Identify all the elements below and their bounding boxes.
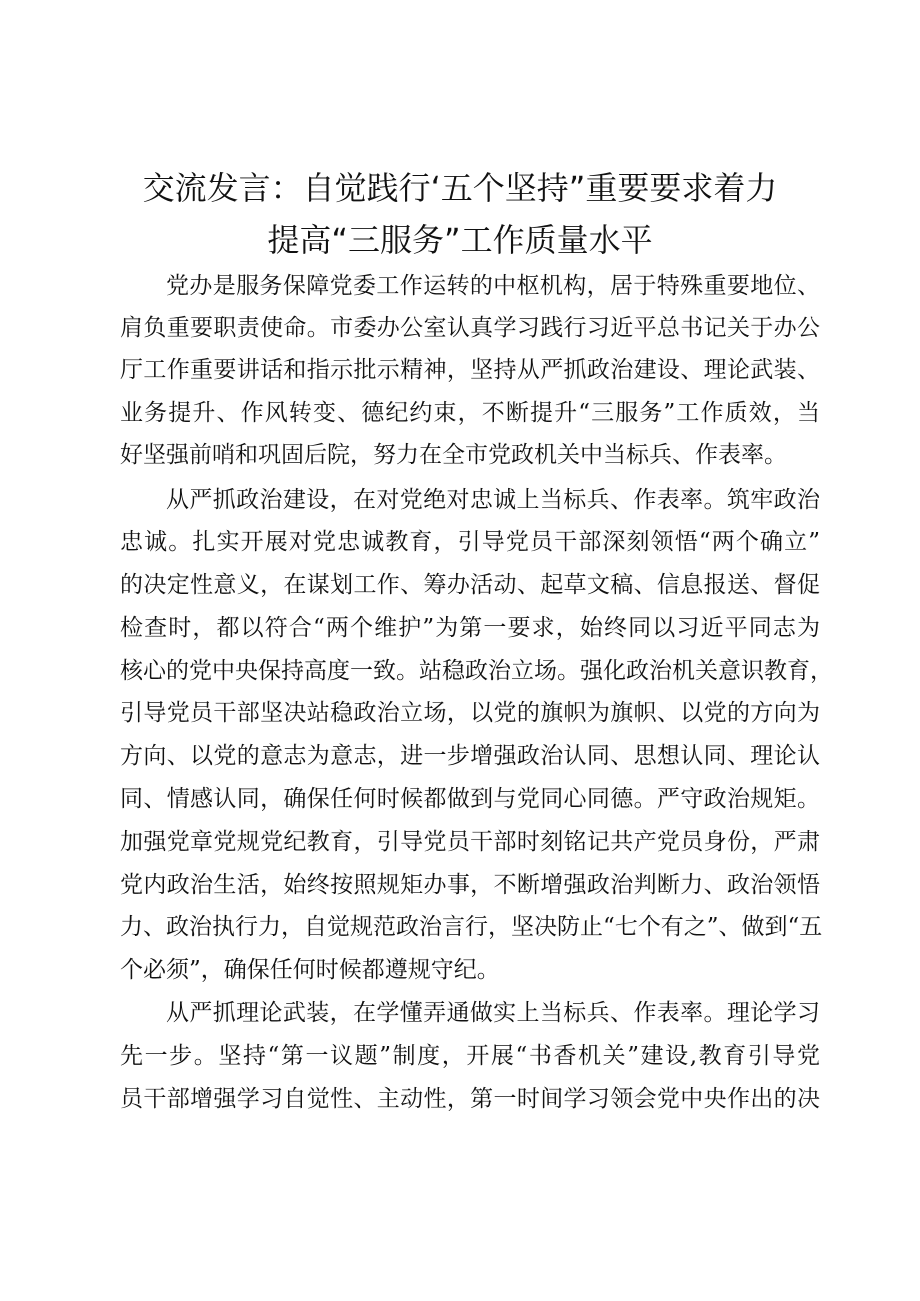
paragraph-line: 引导党员干部坚决站稳政治立场，以党的旗帜为旗帜、以党的方向为 bbox=[120, 700, 820, 726]
paragraph-line: 力、政治执行力，自觉规范政治言行，坚决防止“七个有之”、做到“五 bbox=[120, 914, 823, 940]
paragraph-line: 同、情感认同，确保任何时候都做到与党同心同德。严守政治规矩。 bbox=[120, 786, 820, 812]
paragraph-line: 员干部增强学习自觉性、主动性，第一时间学习领会党中央作出的决 bbox=[120, 1086, 820, 1112]
paragraph-line: 肩负重要职责使命。市委办公室认真学习践行习近平总书记关于办公 bbox=[120, 315, 820, 341]
paragraph-line: 从严抓理论武装，在学懂弄通做实上当标兵、作表率。理论学习 bbox=[166, 1000, 820, 1026]
paragraph-line: 忠诚。扎实开展对党忠诚教育，引导党员干部深刻领悟“两个确立” bbox=[120, 529, 820, 555]
document-title-line-2: 提高“三服务”工作质量水平 bbox=[267, 221, 653, 259]
document-title-line-1: 交流发言：自觉践行‘五个坚持”重要要求着力 bbox=[142, 169, 778, 207]
paragraph-line: 的决定性意义，在谋划工作、筹办活动、起草文稿、信息报送、督促 bbox=[120, 572, 820, 598]
paragraph-line: 检查时，都以符合“两个维护”为第一要求，始终同以习近平同志为 bbox=[120, 615, 820, 641]
paragraph-line: 个必须”，确保任何时候都遵规守纪。 bbox=[120, 957, 500, 983]
paragraph-line: 先一步。坚持“第一议题”制度，开展“书香机关”建设,教育引导党 bbox=[120, 1043, 820, 1069]
paragraph-line: 加强党章党规党纪教育，引导党员干部时刻铭记共产党员身份，严肃 bbox=[120, 829, 820, 855]
paragraph-line: 厅工作重要讲话和指示批示精神，坚持从严抓政治建设、理论武装、 bbox=[120, 357, 820, 383]
paragraph-line: 党内政治生活，始终按照规矩办事，不断增强政治判断力、政治领悟 bbox=[120, 872, 820, 898]
paragraph-line: 党办是服务保障党委工作运转的中枢机构，居于特殊重要地位、 bbox=[166, 273, 820, 299]
paragraph-line: 好坚强前哨和巩固后院，努力在全市党政机关中当标兵、作表率。 bbox=[120, 442, 787, 468]
paragraph-line: 方向、以党的意志为意志，进一步增强政治认同、思想认同、理论认 bbox=[120, 743, 820, 769]
paragraph-line: 从严抓政治建设，在对党绝对忠诚上当标兵、作表率。筑牢政治 bbox=[166, 487, 820, 513]
paragraph-line: 业务提升、作风转变、德纪约束，不断提升“三服务”工作质效，当 bbox=[120, 400, 820, 426]
paragraph-line: 核心的党中央保持高度一致。站稳政治立场。强化政治机关意识教育， bbox=[120, 658, 833, 684]
